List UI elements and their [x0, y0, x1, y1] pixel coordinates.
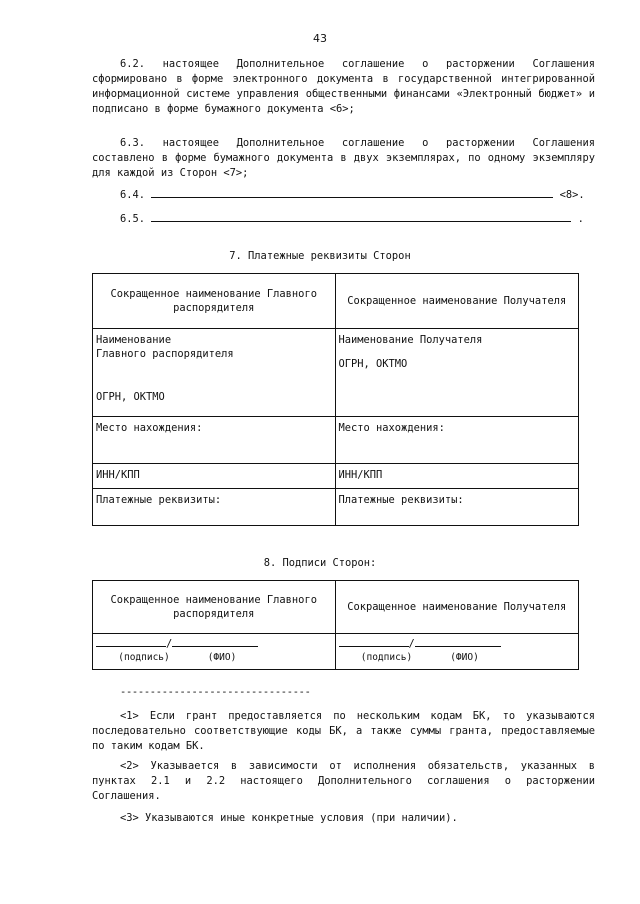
paragraph-6-2 — [92, 57, 595, 117]
footnote-1 — [92, 709, 595, 754]
payment-right-header: Сокращенное наименование Получателя — [335, 274, 579, 329]
left-ogrn-label: ОГРН, ОКТМО — [96, 391, 165, 403]
footnote-2-text: <2> Указывается в зависимости от исполнения обязательств, указанных в пунктах 2.1 и 2.2 настоящего Дополнительного соглашения о расторжении Соглашения. — [92, 760, 595, 802]
right-payment-cell — [335, 489, 579, 526]
left-name-label-2: Главного распорядителя — [96, 348, 234, 360]
right-signature-line: / — [339, 636, 576, 651]
paragraph-6-3 — [92, 136, 595, 181]
left-fio-caption: (ФИО) — [207, 652, 237, 663]
right-sign-caption: (подпись) — [360, 652, 413, 663]
right-payment-label: Платежные реквизиты: — [338, 494, 464, 506]
paragraph-6-5-blank — [151, 211, 571, 222]
left-signature-cell — [93, 634, 336, 670]
footnote-2 — [92, 759, 595, 804]
paragraph-6-5 — [120, 211, 584, 227]
left-inn-cell — [93, 464, 336, 489]
right-signature-cell — [335, 634, 579, 670]
page-number: 43 — [313, 32, 327, 45]
left-signature-line: / — [96, 636, 332, 651]
paragraph-6-4-blank — [151, 187, 553, 198]
payment-details-table — [92, 273, 579, 526]
paragraph-6-4-label: 6.4. — [120, 189, 146, 201]
paragraph-6-2-text: 6.2. настоящее Дополнительное соглашение о расторжении Соглашения сформировано в форме электронного документа в государственной интегрированной информационной системе управления общественными финансами «Электронный бюджет» и подписано в форме бумажного документа <6>; — [92, 58, 595, 115]
right-location-cell — [335, 417, 579, 464]
paragraph-6-5-label: 6.5. — [120, 213, 146, 225]
left-inn-label: ИНН/КПП — [96, 469, 140, 481]
right-inn-label: ИНН/КПП — [338, 469, 383, 481]
right-name-label: Наименование Получателя — [338, 334, 483, 346]
left-location-cell — [93, 417, 336, 464]
right-inn-cell — [335, 464, 579, 489]
paragraph-6-5-suffix: . — [577, 213, 584, 225]
right-fio-caption: (ФИО) — [450, 652, 479, 663]
footnote-3-text: <3> Указываются иные конкретные условия (при наличии). — [120, 812, 458, 824]
payment-left-header: Сокращенное наименование Главного распорядителя — [93, 274, 336, 329]
left-payment-label: Платежные реквизиты: — [96, 494, 222, 506]
left-location-label: Место нахождения: — [96, 422, 203, 434]
signature-right-header: Сокращенное наименование Получателя — [335, 581, 579, 634]
left-fio-blank — [172, 636, 258, 647]
signatures-table — [92, 580, 579, 670]
left-payment-cell — [93, 489, 336, 526]
paragraph-6-4-suffix: <8>. — [559, 189, 585, 201]
right-name-cell — [335, 329, 579, 417]
footnote-1-text: <1> Если грант предоставляется по нескольким кодам БК, то указываются последовательно соответствующие коды БК, а также суммы гранта, предоставляемые по таким кодам БК. — [92, 710, 595, 752]
footnote-3 — [92, 811, 595, 826]
section-8-title: 8. Подписи Сторон: — [263, 557, 377, 569]
left-name-label: Наименование — [96, 334, 172, 346]
footnote-separator: -------------------------------- — [120, 686, 311, 698]
right-signature-captions — [339, 651, 576, 665]
signature-left-header: Сокращенное наименование Главного распорядителя — [93, 581, 336, 634]
right-location-label: Место нахождения: — [338, 422, 445, 434]
paragraph-6-4 — [120, 187, 585, 203]
left-sign-caption: (подпись) — [118, 652, 170, 663]
right-fio-blank — [415, 636, 501, 647]
right-signature-blank — [339, 636, 409, 647]
paragraph-6-3-text: 6.3. настоящее Дополнительное соглашение о расторжении Соглашения составлено в форме бумажного документа в двух экземплярах, по одному экземпляру для каждой из Сторон <7>; — [92, 137, 595, 179]
left-signature-blank — [96, 636, 166, 647]
left-name-cell — [93, 329, 336, 417]
right-ogrn-label: ОГРН, ОКТМО — [338, 358, 408, 370]
left-signature-captions — [96, 651, 332, 665]
section-7-title: 7. Платежные реквизиты Сторон — [229, 250, 411, 262]
